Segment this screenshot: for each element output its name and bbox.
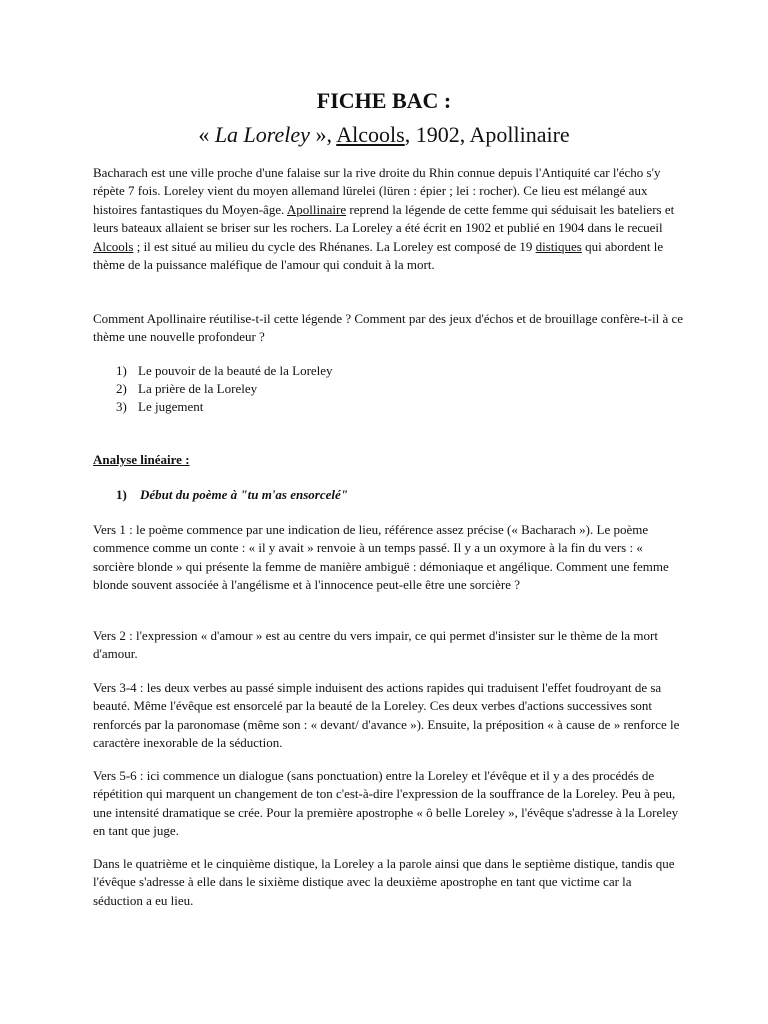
plan-list	[116, 362, 333, 416]
subtitle-open-quote: «	[198, 122, 215, 147]
distiques-paragraph: Dans le quatrième et le cinquième distique, la Loreley a la parole ainsi que dans le septième distique, tandis que l'évêque s'adresse à elle dans le sixième distique avec la deuxième apostrophe en tant que victime car la séduction a eu lieu.	[93, 856, 675, 908]
subtitle-after-poem: »,	[309, 122, 337, 147]
subtitle-collection: Alcools	[336, 122, 405, 147]
plan-item-text: Le pouvoir de la beauté de la Loreley	[138, 363, 333, 378]
plan-item-text: Le jugement	[138, 399, 204, 414]
plan-item	[116, 398, 333, 416]
plan-item-number: 2)	[116, 381, 127, 396]
problematique-paragraph: Comment Apollinaire réutilise-t-il cette légende ? Comment par des jeux d'échos et de brouillage confère-t-il à ce thème une nouvelle profondeur ?	[93, 311, 684, 345]
intro-text-3: ; il est situé au milieu du cycle des Rhénanes. La Loreley est composé de 19	[133, 238, 536, 254]
plan-item-number: 1)	[116, 363, 127, 378]
vers34-paragraph: Vers 3-4 : les deux verbes au passé simple induisent des actions rapides qui traduisent l'effet foudroyant de sa beauté. Même l'évêque est ensorcelé par la beauté de la Loreley. Ces deux verbes d'actions successives sont renforcés par la paronomase (même son : « devant/ d'avance »). Ensuite, la préposition « à cause de » renforce le caractère inexorable de la séduction.	[93, 680, 680, 751]
alcools-link[interactable]: Alcools	[93, 238, 134, 254]
intro-text-4: qui abordent le thème de la puissance maléfique de l'amour qui conduit à la mort.	[93, 238, 664, 273]
subtitle-poem-title: La Loreley	[214, 122, 310, 147]
page-title: FICHE BAC :	[316, 88, 452, 113]
vers1-paragraph: Vers 1 : le poème commence par une indication de lieu, référence assez précise (« Bacharach »). Le poème commence comme un conte : « il y avait » renvoie à un temps passé. Il y a un oxymore à la fin du vers : « sorcière blonde » qui présente la femme de manière ambiguë : démoniaque et angélique. Comment une femme blonde souvent associée à l'angélisme et à l'innocence peut-elle être une sorcière ?	[93, 522, 669, 593]
vers2-paragraph: Vers 2 : l'expression « d'amour » est au centre du vers impair, ce qui permet d'insister sur le thème de la mort d'amour.	[93, 628, 658, 662]
vers56-paragraph: Vers 5-6 : ici commence un dialogue (sans ponctuation) entre la Loreley et l'évêque et il y a des procédés de répétition qui marquent un changement de ton c'est-à-dire l'expression de la souffrance de la Loreley. Peu à peu, une intensité dramatique se crée. Pour la première apostrophe « ô belle Loreley », l'évêque s'adresse à la Loreley en tant que juge.	[93, 768, 679, 839]
section-number: 1)	[116, 487, 127, 502]
analyse-heading: Analyse linéaire :	[93, 452, 190, 467]
intro-text-1: Bacharach est une ville proche d'une falaise sur la rive droite du Rhin connue depuis l'Antiquité car l'écho s'y répète 7 fois. Loreley vient du moyen allemand lürelei (lüren : épier ; lei : rocher). Ce lieu est mélangé aux histoires fantastiques du Moyen-âge.	[93, 165, 661, 217]
apollinaire-link[interactable]: Apollinaire	[286, 201, 347, 217]
intro-paragraph	[93, 164, 683, 274]
section-title: Début du poème à "tu m'as ensorcelé"	[140, 487, 348, 502]
plan-item-text: La prière de la Loreley	[138, 381, 258, 396]
section-heading	[116, 487, 348, 503]
plan-item	[116, 380, 333, 398]
plan-item	[116, 362, 333, 380]
intro-text-2: reprend la légende de cette femme qui séduisait les bateliers et leurs bateaux allaient se briser sur les rochers. La Loreley a été écrit en 1902 et publié en 1904 dans le recueil	[93, 201, 675, 236]
plan-item-number: 3)	[116, 399, 127, 414]
subtitle-rest: , 1902, Apollinaire	[404, 122, 570, 147]
distiques-link[interactable]: distiques	[535, 238, 582, 254]
page-subtitle	[0, 120, 768, 150]
